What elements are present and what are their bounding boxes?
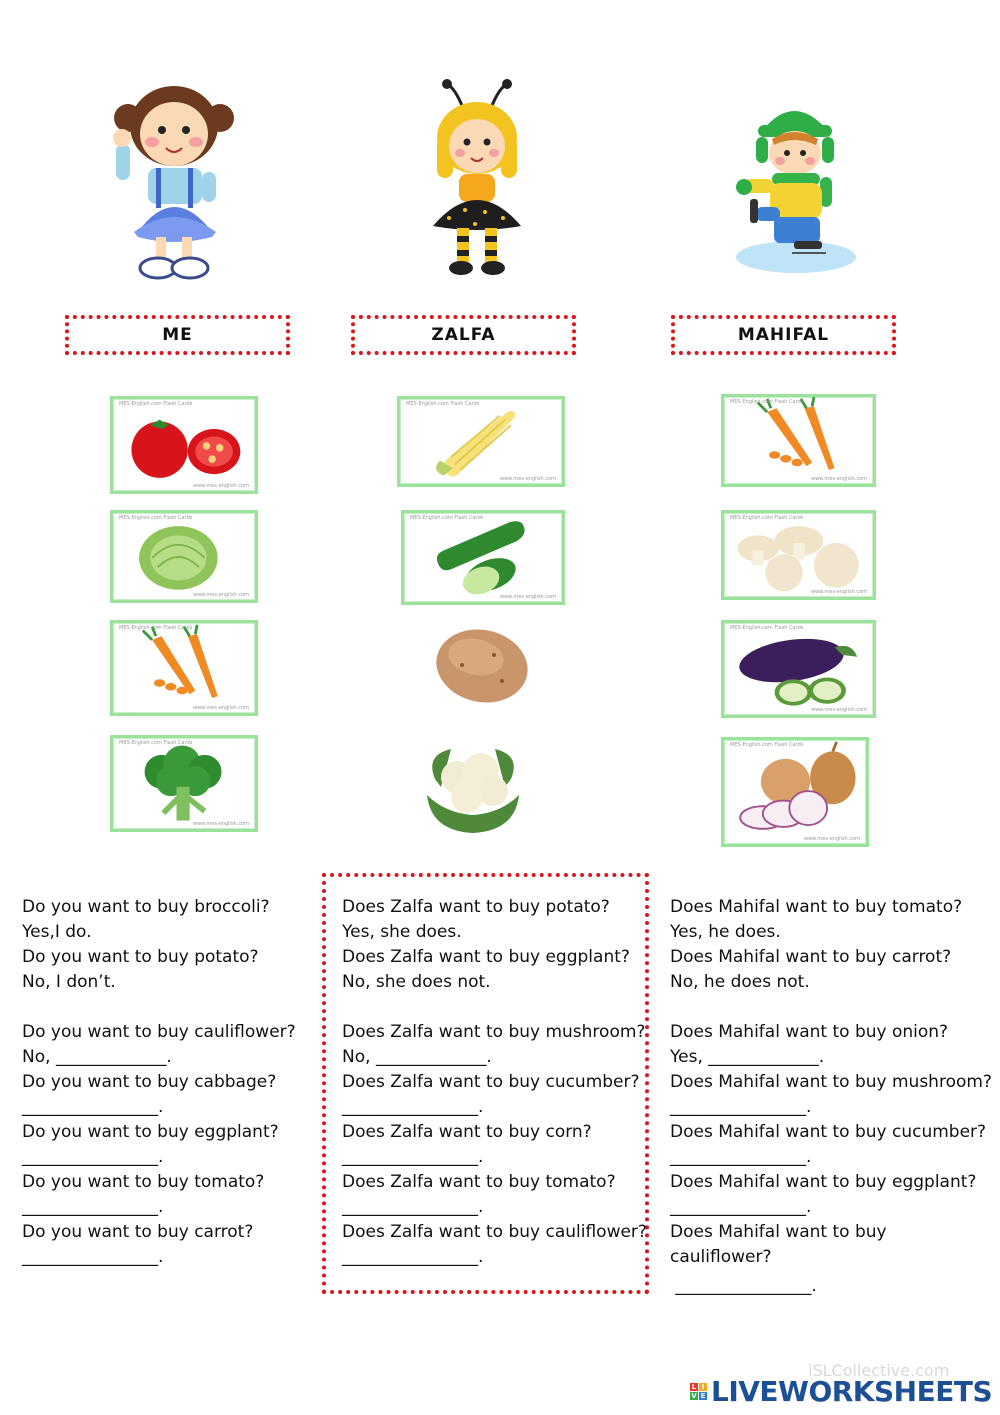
flashcard-carrot-2 (721, 394, 876, 487)
card-header: MES-English.com Flash Cards (119, 625, 193, 631)
question-line: Do you want to buy cabbage? (22, 1072, 277, 1092)
cauliflower-icon (421, 735, 525, 835)
question-line: Does Mahifal want to buy mushroom? (670, 1072, 992, 1092)
card-footer: www.mes-english.com (811, 589, 867, 595)
spacer (22, 995, 317, 1020)
answer-blank[interactable]: ________________. (22, 1197, 164, 1217)
answer-blank[interactable]: ________________. (670, 1197, 812, 1217)
flashcard-onion (721, 737, 869, 847)
logo-text: LIVEWORKSHEETS (711, 1375, 993, 1408)
name-box-me (65, 315, 290, 355)
question-line: Does Mahifal want to buy (670, 1222, 887, 1242)
cucumber-icon (404, 513, 562, 602)
questions-me (22, 895, 317, 1270)
question-line: Does Zalfa want to buy cucumber? (342, 1072, 640, 1092)
picture-potato (432, 625, 532, 707)
card-footer: www.mes-english.com (193, 705, 249, 711)
question-line: Do you want to buy broccoli? (22, 897, 270, 917)
liveworksheets-logo (690, 1361, 993, 1408)
question-line: Does Mahifal want to buy carrot? (670, 947, 952, 967)
answer-blank[interactable]: ________________. (22, 1147, 164, 1167)
answer-line: No, I don’t. (22, 972, 116, 992)
name-label: ZALFA (431, 325, 496, 345)
answer-line: No, he does not. (670, 972, 810, 992)
card-header: MES-English.com Flash Cards (730, 515, 804, 521)
answer-blank[interactable]: ________________. (342, 1247, 484, 1267)
question-line: Do you want to buy carrot? (22, 1222, 254, 1242)
answer-line: Yes, he does. (670, 922, 781, 942)
name-label: MAHIFAL (737, 325, 830, 345)
flashcard-mushroom (721, 510, 876, 600)
question-line: Do you want to buy eggplant? (22, 1122, 279, 1142)
question-line: Does Zalfa want to buy tomato? (342, 1172, 616, 1192)
answer-blank[interactable]: Yes, _____________. (670, 1047, 825, 1067)
question-line: Does Mahifal want to buy cucumber? (670, 1122, 987, 1142)
card-footer: www.mes-english.com (193, 821, 249, 827)
answer-line: Yes, she does. (342, 922, 462, 942)
logo-mark-letter: V (691, 1392, 697, 1400)
answer-blank[interactable]: No, _____________. (22, 1047, 172, 1067)
answer-line: No, she does not. (342, 972, 491, 992)
card-header: MES-English.com Flash Cards (730, 742, 804, 748)
card-header: MES-English.com Flash Cards (730, 625, 804, 631)
answer-blank[interactable]: ________________. (342, 1197, 484, 1217)
card-header: MES-English.com Flash Cards (119, 515, 193, 521)
question-line: cauliflower? (670, 1247, 772, 1267)
answer-blank[interactable]: ________________. (22, 1097, 164, 1117)
logo-mark-letter: L (691, 1383, 697, 1391)
corn-icon (400, 399, 562, 484)
character-zalfa (425, 78, 530, 278)
girl-bee-costume-icon (425, 78, 530, 278)
card-header: MES-English.com Flash Cards (406, 401, 480, 407)
onion-icon (724, 740, 866, 844)
logo-mark-icon (690, 1383, 707, 1400)
character-me (108, 82, 238, 287)
answer-blank[interactable]: ________________. (670, 1147, 812, 1167)
name-label: ME (162, 325, 193, 345)
cabbage-icon (113, 513, 255, 600)
logo-mark-letter: I (699, 1383, 707, 1391)
girl-waving-icon (108, 82, 238, 287)
logo-mark-letter: E (700, 1392, 706, 1400)
question-line: Does Zalfa want to buy mushroom? (342, 1022, 646, 1042)
carrot-icon (724, 397, 873, 484)
tomato-icon (113, 399, 255, 491)
card-header: MES-English.com Flash Cards (119, 740, 193, 746)
card-header: MES-English.com Flash Cards (730, 399, 804, 405)
question-line: Do you want to buy tomato? (22, 1172, 265, 1192)
question-line: Does Mahifal want to buy onion? (670, 1022, 949, 1042)
flashcard-carrot (110, 620, 258, 716)
spacer (670, 995, 995, 1020)
flashcard-corn (397, 396, 565, 487)
boy-ice-skating-icon (734, 95, 859, 275)
flashcard-eggplant (721, 620, 876, 718)
answer-blank[interactable]: ________________. (670, 1276, 817, 1296)
question-line: Do you want to buy cauliflower? (22, 1022, 296, 1042)
potato-icon (432, 625, 532, 707)
card-footer: www.mes-english.com (193, 592, 249, 598)
questions-zalfa (342, 895, 647, 1270)
character-mahifal (734, 95, 859, 275)
flashcard-tomato (110, 396, 258, 494)
mushroom-icon (724, 513, 873, 597)
carrot-icon (113, 623, 255, 713)
card-footer: www.mes-english.com (804, 836, 860, 842)
card-footer: www.mes-english.com (500, 594, 556, 600)
answer-blank[interactable]: ________________. (22, 1247, 164, 1267)
questions-mahifal (670, 895, 995, 1299)
question-line: Does Mahifal want to buy eggplant? (670, 1172, 977, 1192)
answer-blank[interactable]: ________________. (342, 1097, 484, 1117)
question-line: Does Zalfa want to buy eggplant? (342, 947, 630, 967)
name-box-mahifal (671, 315, 896, 355)
answer-blank[interactable]: No, _____________. (342, 1047, 492, 1067)
question-line: Does Zalfa want to buy corn? (342, 1122, 592, 1142)
card-footer: www.mes-english.com (193, 483, 249, 489)
eggplant-icon (724, 623, 873, 715)
card-footer: www.mes-english.com (500, 476, 556, 482)
flashcard-cabbage (110, 510, 258, 603)
flashcard-cucumber (401, 510, 565, 605)
card-footer: www.mes-english.com (811, 707, 867, 713)
picture-cauliflower (421, 735, 525, 835)
card-header: MES-English.com Flash Cards (410, 515, 484, 521)
question-line: Do you want to buy potato? (22, 947, 259, 967)
spacer (342, 995, 647, 1020)
flashcard-broccoli (110, 735, 258, 832)
watermark: iSLCollective.com (808, 1361, 950, 1380)
card-footer: www.mes-english.com (811, 476, 867, 482)
question-line: Does Zalfa want to buy potato? (342, 897, 610, 917)
answer-blank[interactable]: ________________. (670, 1097, 812, 1117)
broccoli-icon (113, 738, 255, 829)
card-header: MES-English.com Flash Cards (119, 401, 193, 407)
name-box-zalfa (351, 315, 576, 355)
question-line: Does Zalfa want to buy cauliflower? (342, 1222, 647, 1242)
answer-line: Yes,I do. (22, 922, 92, 942)
answer-blank[interactable]: ________________. (342, 1147, 484, 1167)
question-line: Does Mahifal want to buy tomato? (670, 897, 963, 917)
